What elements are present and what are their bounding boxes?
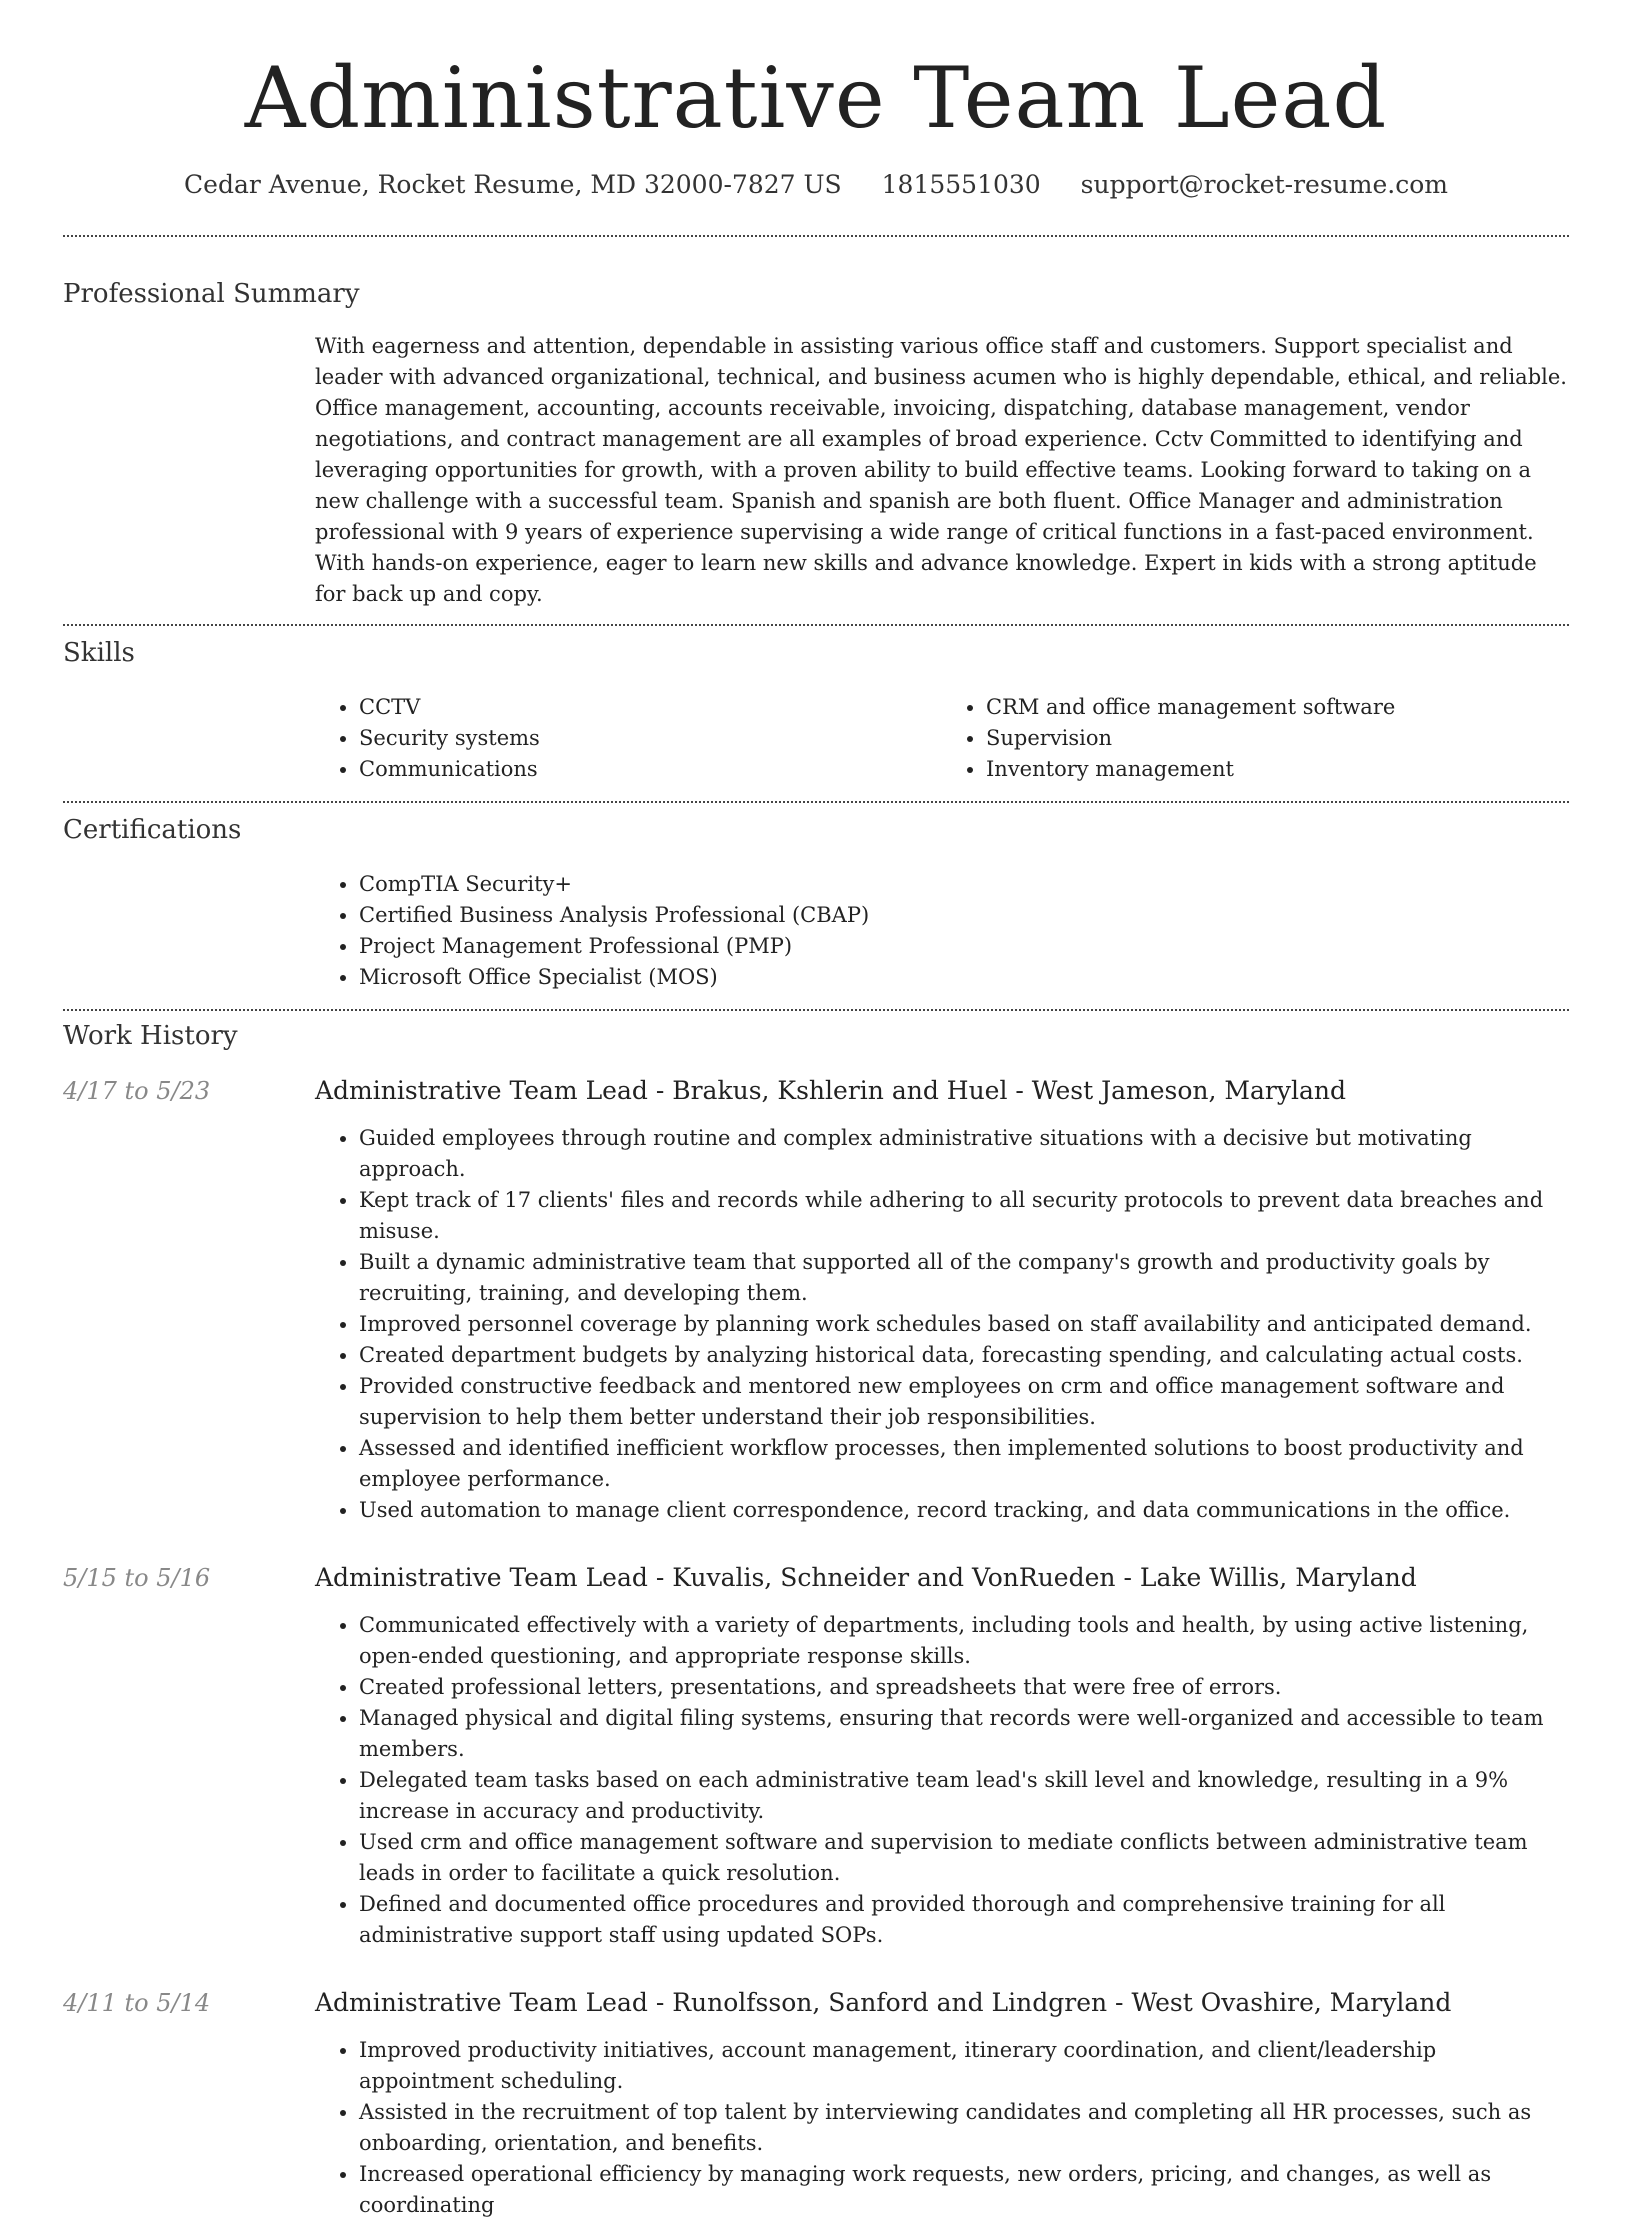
certification-item: • Project Management Professional (PMP) (359, 931, 1569, 962)
job-bullet: • Communicated effectively with a variety of departments, including tools and health, by using active listening, open-ended questioning, and appropriate response skills. (359, 1610, 1569, 1672)
summary-section (0, 279, 1632, 610)
job-dates: 4/11 to 5/14 (63, 1989, 211, 2018)
section-title-work-history: Work History (63, 1021, 238, 1052)
job-entry (0, 1985, 1632, 2221)
skills-section (0, 638, 1632, 785)
section-title-summary: Professional Summary (63, 279, 360, 310)
job-bullets (315, 1123, 1569, 1526)
job-bullet: • Used automation to manage client correspondence, record tracking, and data communications in the office. (359, 1495, 1569, 1526)
job-bullet: • Assessed and identified inefficient workflow processes, then implemented solutions to boost productivity and employee performance. (359, 1433, 1569, 1495)
skill-item: • Supervision (986, 723, 1569, 754)
resume-name: Administrative Team Lead (244, 49, 1388, 147)
job-entry (0, 1073, 1632, 1526)
job-bullet: • Delegated team tasks based on each administrative team lead's skill level and knowledge, resulting in a 9% increase in accuracy and productivity. (359, 1765, 1569, 1827)
contact-phone: 1815551030 (881, 170, 1041, 200)
skills-column-right (942, 692, 1569, 785)
certification-item: • CompTIA Security+ (359, 869, 1569, 900)
job-dates: 4/17 to 5/23 (63, 1077, 211, 1106)
section-divider (63, 235, 1569, 237)
job-bullets (315, 2035, 1569, 2221)
section-title-skills: Skills (63, 638, 135, 669)
section-divider (63, 624, 1569, 626)
job-dates: 5/15 to 5/16 (63, 1564, 211, 1593)
job-bullet: • Defined and documented office procedures and provided thorough and comprehensive training for all administrative support staff using updated SOPs. (359, 1889, 1569, 1951)
job-bullet: • Created professional letters, presentations, and spreadsheets that were free of errors. (359, 1672, 1569, 1703)
job-bullet: • Assisted in the recruitment of top talent by interviewing candidates and completing all HR processes, such as onboarding, orientation, and benefits. (359, 2097, 1569, 2159)
job-bullet: • Improved productivity initiatives, account management, itinerary coordination, and client/leadership appointment scheduling. (359, 2035, 1569, 2097)
job-bullet: • Kept track of 17 clients' files and records while adhering to all security protocols to prevent data breaches and misuse. (359, 1185, 1569, 1247)
job-title: Administrative Team Lead - Brakus, Kshlerin and Huel - West Jameson, Maryland (315, 1076, 1346, 1106)
job-title: Administrative Team Lead - Runolfsson, Sanford and Lindgren - West Ovashire, Maryland (315, 1988, 1452, 2018)
contact-line (0, 170, 1632, 199)
skill-item: • CCTV (359, 692, 942, 723)
skills-list (315, 692, 1569, 785)
certifications-section (0, 815, 1632, 993)
section-title-certifications: Certifications (63, 815, 242, 846)
skill-item: • CRM and office management software (986, 692, 1569, 723)
skill-item: • Communications (359, 754, 942, 785)
job-bullet: • Guided employees through routine and complex administrative situations with a decisive but motivating approach. (359, 1123, 1569, 1185)
certification-item: • Certified Business Analysis Professional (CBAP) (359, 900, 1569, 931)
section-divider (63, 1009, 1569, 1011)
skill-item: • Security systems (359, 723, 942, 754)
job-title: Administrative Team Lead - Kuvalis, Schneider and VonRueden - Lake Willis, Maryland (315, 1563, 1417, 1593)
job-bullets (315, 1610, 1569, 1951)
job-bullet: • Built a dynamic administrative team that supported all of the company's growth and productivity goals by recruiting, training, and developing them. (359, 1247, 1569, 1309)
contact-email: support@rocket-resume.com (1080, 170, 1448, 200)
job-bullet: • Created department budgets by analyzing historical data, forecasting spending, and calculating actual costs. (359, 1340, 1569, 1371)
job-bullet: • Increased operational efficiency by managing work requests, new orders, pricing, and changes, as well as coordinating (359, 2159, 1569, 2221)
summary-text: With eagerness and attention, dependable in assisting various office staff and customers. Support specialist and leader with advanced organizational, technical, and business acumen who is highly dependable, ethical, and reliable. Office management, accounting, accounts receivable, invoicing, dispatching, database management, vendor negotiations, and contract management are all examples of broad experience. Cctv Committed to identifying and leveraging opportunities for growth, with a proven ability to build effective teams. Looking forward to taking on a new challenge with a successful team. Spanish and spanish are both fluent. Office Manager and administration professional with 9 years of experience supervising a wide range of critical functions in a fast-paced environment. With hands-on experience, eager to learn new skills and advance knowledge. Expert in kids with a strong aptitude for back up and copy. (315, 334, 1567, 607)
certifications-list (315, 869, 1569, 993)
skill-item: • Inventory management (986, 754, 1569, 785)
job-bullet: • Improved personnel coverage by planning work schedules based on staff availability and anticipated demand. (359, 1309, 1569, 1340)
job-bullet: • Managed physical and digital filing systems, ensuring that records were well-organized and accessible to team members. (359, 1703, 1569, 1765)
skills-column-left (315, 692, 942, 785)
job-entry (0, 1560, 1632, 1951)
work-history-section (0, 1021, 1632, 2221)
section-divider (63, 801, 1569, 803)
job-bullet: • Provided constructive feedback and mentored new employees on crm and office management software and supervision to help them better understand their job responsibilities. (359, 1371, 1569, 1433)
contact-address: Cedar Avenue, Rocket Resume, MD 32000-7827 US (184, 170, 842, 200)
job-bullet: • Used crm and office management software and supervision to mediate conflicts between administrative team leads in order to facilitate a quick resolution. (359, 1827, 1569, 1889)
certification-item: • Microsoft Office Specialist (MOS) (359, 962, 1569, 993)
